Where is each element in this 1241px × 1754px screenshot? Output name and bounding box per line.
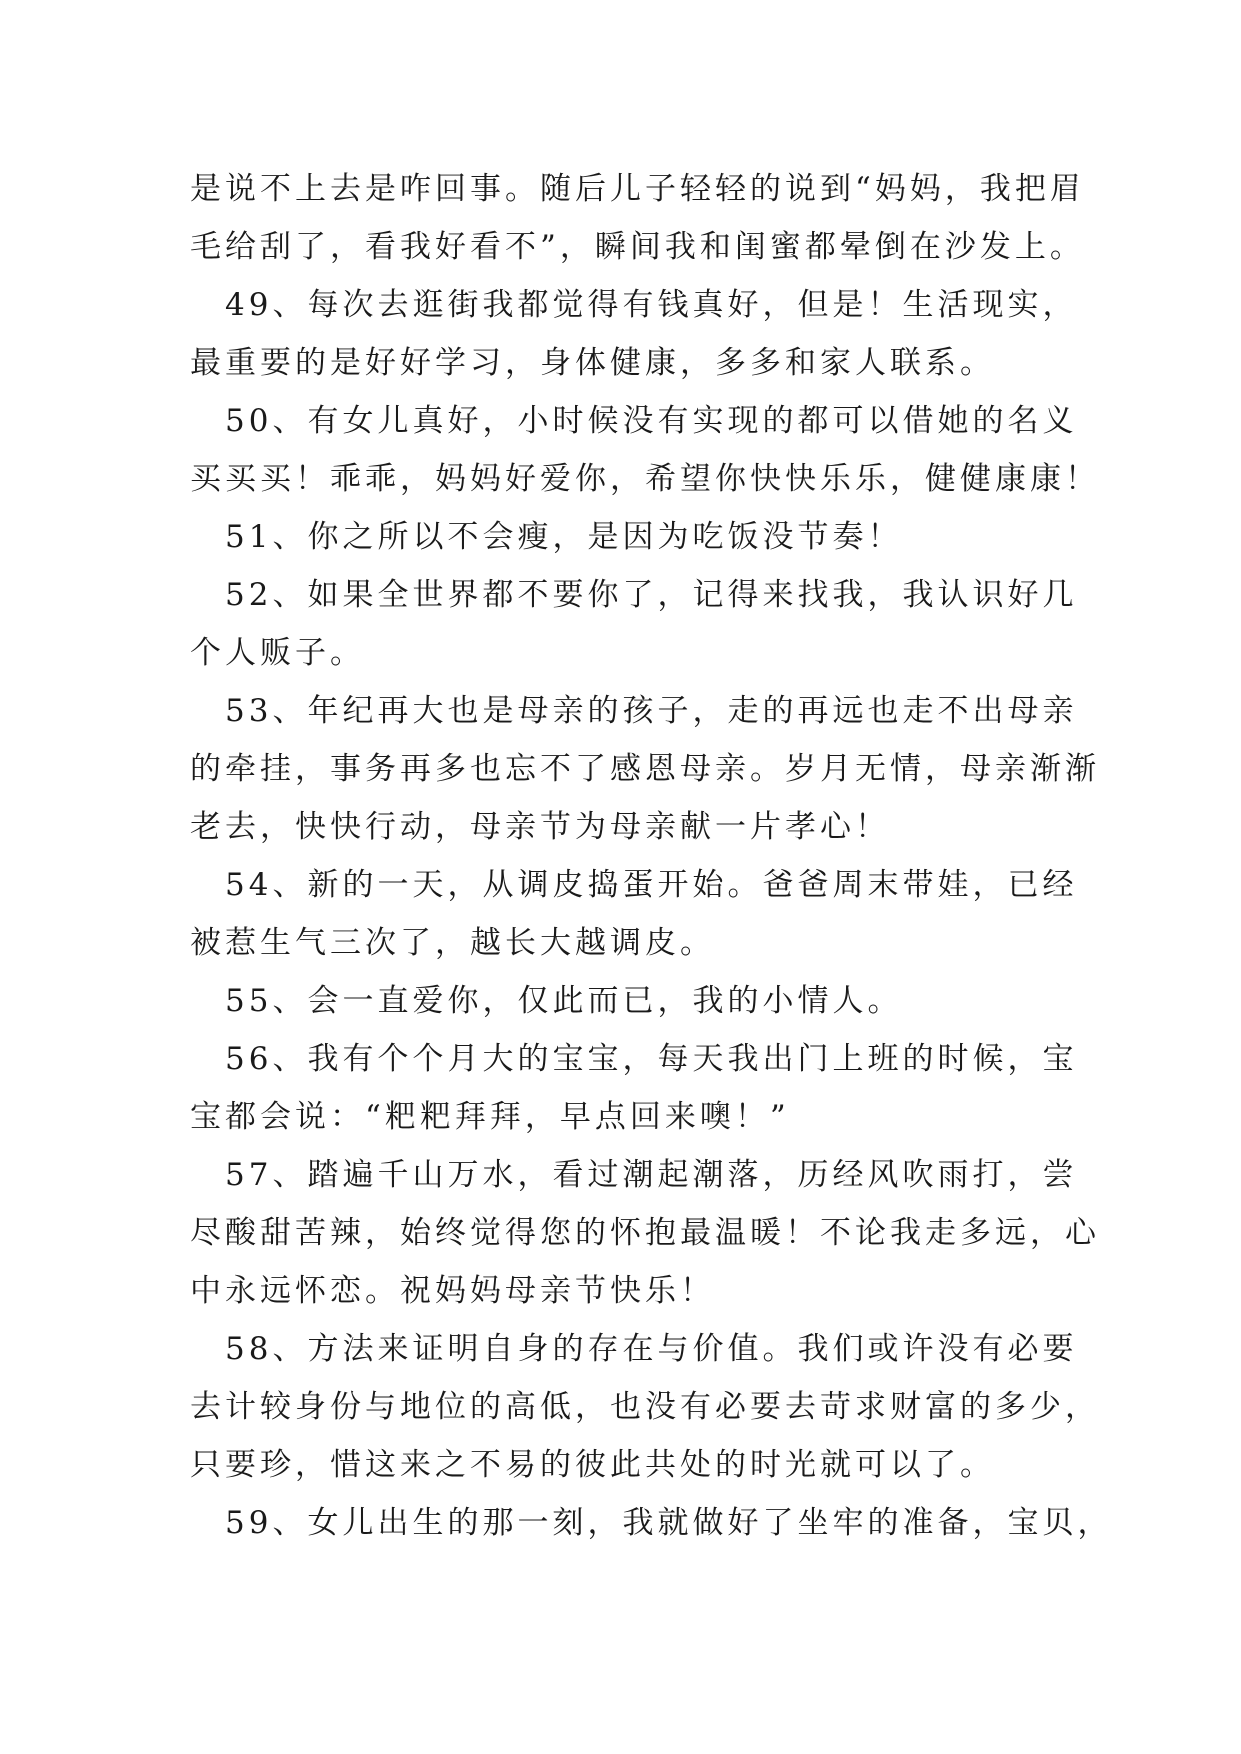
text-line: 50、有女儿真好，小时候没有实现的都可以借她的名义 [190,403,1078,439]
text-line: 宝都会说：“粑粑拜拜，早点回来噢！” [190,1099,790,1135]
text-line: 56、我有个个月大的宝宝，每天我出门上班的时候，宝 [190,1041,1078,1077]
text-line: 毛给刮了，看我好看不”，瞬间我和闺蜜都晕倒在沙发上。 [190,229,1085,265]
text-line: 的牵挂，事务再多也忘不了感恩母亲。岁月无情，母亲渐渐 [190,751,1100,787]
text-line: 59、女儿出生的那一刻，我就做好了坐牢的准备，宝贝， [190,1505,1113,1541]
text-line: 49、每次去逛街我都觉得有钱真好，但是！生活现实， [190,287,1078,323]
text-line: 54、新的一天，从调皮捣蛋开始。爸爸周末带娃，已经 [190,867,1078,903]
text-line: 被惹生气三次了，越长大越调皮。 [190,925,715,961]
text-line: 是说不上去是咋回事。随后儿子轻轻的说到“妈妈，我把眉 [190,171,1085,207]
text-line: 去计较身份与地位的高低，也没有必要去苛求财富的多少， [190,1389,1100,1425]
text-line: 51、你之所以不会瘦，是因为吃饭没节奏！ [190,519,903,555]
text-line: 尽酸甜苦辣，始终觉得您的怀抱最温暖！不论我走多远，心 [190,1215,1100,1251]
text-line: 52、如果全世界都不要你了，记得来找我，我认识好几 [190,577,1078,613]
text-line: 57、踏遍千山万水，看过潮起潮落，历经风吹雨打，尝 [190,1157,1078,1193]
text-line: 55、会一直爱你，仅此而已，我的小情人。 [190,983,903,1019]
text-line: 买买买！乖乖，妈妈好爱你，希望你快快乐乐，健健康康！ [190,461,1100,497]
text-line: 个人贩子。 [190,635,365,671]
text-line: 老去，快快行动，母亲节为母亲献一片孝心！ [190,809,890,845]
body-text [190,160,1113,1552]
text-line: 中永远怀恋。祝妈妈母亲节快乐！ [190,1273,715,1309]
text-line: 只要珍，惜这来之不易的彼此共处的时光就可以了。 [190,1447,995,1483]
text-line: 53、年纪再大也是母亲的孩子，走的再远也走不出母亲 [190,693,1078,729]
text-line: 最重要的是好好学习，身体健康，多多和家人联系。 [190,345,995,381]
text-line: 58、方法来证明自身的存在与价值。我们或许没有必要 [190,1331,1078,1367]
